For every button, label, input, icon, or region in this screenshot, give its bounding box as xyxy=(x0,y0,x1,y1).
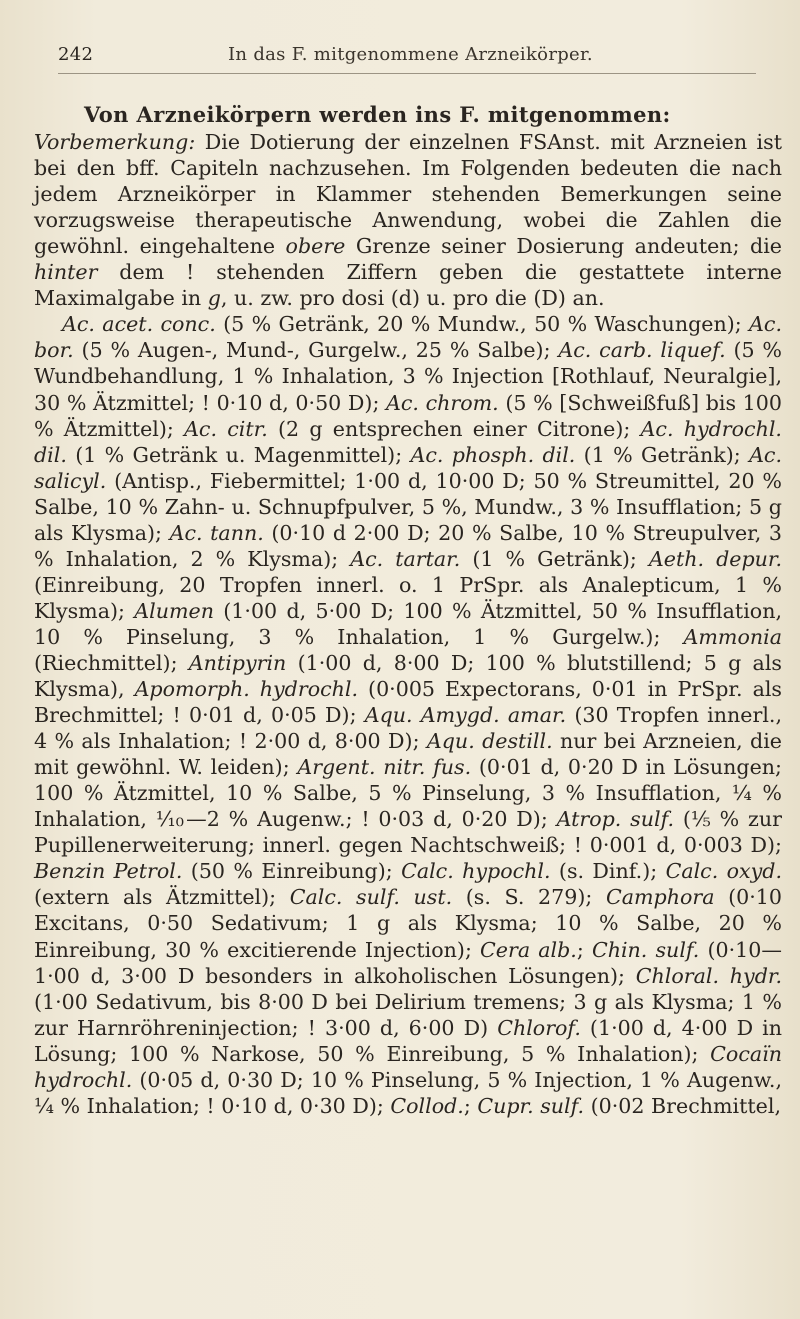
drug-name: Chloral. hydr. xyxy=(635,963,782,988)
section-heading: Von Arzneikörpern werden ins F. mitgenommen: xyxy=(84,102,671,127)
drug-description: (5 % Augen-, Mund-, Gurgelw., 25 % Salbe); xyxy=(73,338,559,363)
drug-description: (0·05 d, 0·30 D; 10 % Pinselung, 5 % Injection, 1 % Augenw., ¼ % Inhalation; ! 0·10 d, 0·30 D); xyxy=(34,1067,782,1118)
drug-description: nur bei Arzneien, die mit gewöhnl. W. leiden); xyxy=(34,729,782,780)
drug-description: (1·00 d, 5·00 D; 100 % Ätzmittel, 50 % Insufflation, 10 % Pinselung, 3 % Inhalation, 1 % Gurgelw.); xyxy=(34,598,782,649)
drug-name: Apomorph. hydrochl. xyxy=(134,677,359,702)
drug-name: Ac. chrom. xyxy=(386,390,499,415)
drug-description: (0·02 Brechmittel, xyxy=(584,1093,781,1118)
drug-description: (0·10 d 2·00 D; 20 % Salbe, 10 % Streupulver, 3 % Inhalation, 2 % Klysma); xyxy=(34,520,782,571)
drug-name: Ac. citr. xyxy=(184,416,268,441)
drug-name: Atrop. sulf. xyxy=(556,807,675,832)
drug-description: (5 % Getränk, 20 % Mundw., 50 % Waschungen); xyxy=(215,312,750,337)
drug-description: (1 % Getränk u. Magenmittel); xyxy=(66,442,411,467)
preliminary-label: Vorbemerkung: xyxy=(34,130,196,155)
drug-description: (5 % Wundbehandlung, 1 % Inhalation, 3 % Injection [Rothlauf, Neuralgie], 30 % Ätzmittel; ! 0·10 d, 0·50 D); xyxy=(34,338,782,415)
hinter-word: hinter xyxy=(34,260,98,285)
drug-description: (Antisp., Fiebermittel; 1·00 d, 10·00 D; 50 % Streumittel, 20 % Salbe, 10 % Zahn- u. Schnupfpulver, 5 %, Mundw., 3 % Insufflation; 5 g als Klysma); xyxy=(34,468,782,545)
obere-word: obere xyxy=(285,234,346,259)
drug-name: Ac. bor. xyxy=(34,312,782,363)
drug-name: Calc. sulf. ust. xyxy=(289,885,453,910)
drug-description: (Einreibung, 20 Tropfen innerl. o. 1 PrSpr. als Analepticum, 1 % Klysma); xyxy=(34,572,782,623)
drug-description: (0·01 d, 0·20 D in Lösungen; 100 % Ätzmittel, 10 % Salbe, 5 % Pinselung, 3 % Insufflation, ¼ % Inhalation, ⅒—2 % Augenw.; ! 0·03 d, 0·20 D); xyxy=(34,755,782,832)
drug-name: Calc. hypochl. xyxy=(401,859,551,884)
drug-name: Camphora xyxy=(605,885,715,910)
drug-name: Antipyrin xyxy=(188,650,287,675)
preliminary-note xyxy=(34,129,782,311)
drug-description: (s. S. 279); xyxy=(452,885,606,910)
page-header xyxy=(58,44,782,65)
drug-name: Ac. hydrochl. dil. xyxy=(34,416,782,467)
drug-name: Collod. xyxy=(390,1093,464,1118)
drug-description: (Riechmittel); xyxy=(34,650,189,675)
preliminary-text: Die Dotierung der einzelnen FSAnst. mit Arzneien ist bei den bff. Capiteln nachzusehen. Im Folgenden bedeuten die nach jedem Arzneikörper in Klammer stehenden Bemerkungen seine vorzugsweise therapeutische Anwendung, wobei die Zahlen die gewöhnl. eingehaltene xyxy=(34,130,782,259)
drug-name: Aeth. depur. xyxy=(648,546,783,571)
drug-description: (1·00 Sedativum, bis 8·00 D bei Delirium tremens; 3 g als Klysma; 1 % zur Harnröhreninjection; ! 3·00 d, 6·00 D) xyxy=(34,989,782,1040)
drug-description: (30 Tropfen innerl., 4 % als Inhalation; ! 2·00 d, 8·00 D); xyxy=(34,703,783,754)
drug-name: Chlorof. xyxy=(497,1015,581,1040)
preliminary-text-3: dem ! stehenden Ziffern geben die gestattete interne Maximalgabe in xyxy=(34,260,782,311)
preliminary-text-2: Grenze seiner Dosierung andeuten; die xyxy=(345,234,782,259)
drug-name: Ac. acet. conc. xyxy=(62,312,216,337)
running-title: In das F. mitgenommene Arzneikörper. xyxy=(228,44,593,65)
main-text xyxy=(34,102,782,1119)
drug-description: (1 % Getränk); xyxy=(575,442,750,467)
drug-name: Calc. oxyd. xyxy=(665,859,783,884)
page-number: 242 xyxy=(58,44,94,65)
drug-name: Cupr. sulf. xyxy=(477,1093,585,1118)
drug-name: Ac. carb. liquef. xyxy=(558,338,726,363)
drug-description: (5 % [Schweißfuß] bis 100 % Ätzmittel); xyxy=(34,390,782,441)
drug-description: (1 % Getränk); xyxy=(460,546,649,571)
drug-description: (1·00 d, 4·00 D in Lösung; 100 % Narkose, 50 % Einreibung, 5 % Inhalation); xyxy=(34,1015,782,1066)
gram-unit: g xyxy=(207,286,221,311)
drug-name: Chin. sulf. xyxy=(591,937,700,962)
drug-name: Ac. phosph. dil. xyxy=(410,442,576,467)
drug-description: ; xyxy=(463,1093,478,1118)
drug-entries-paragraph xyxy=(34,311,782,1118)
drug-description: (0·10 Excitans, 0·50 Sedativum; 1 g als Klysma; 10 % Salbe, 20 % Einreibung, 30 % excitierende Injection); xyxy=(34,885,782,962)
drug-name: Benzin Petrol. xyxy=(34,859,183,884)
drug-description: (0·10—1·00 d, 3·00 D besonders in alkoholischen Lösungen); xyxy=(34,937,782,988)
drug-name: Aqu. destill. xyxy=(426,729,553,754)
drug-name: Cera alb. xyxy=(480,937,577,962)
drug-name: Ac. tann. xyxy=(169,520,264,545)
drug-description: (⅕ % zur Pupillenerweiterung; innerl. gegen Nachtschweiß; ! 0·001 d, 0·003 D); xyxy=(34,807,782,858)
drug-description: (s. Dinf.); xyxy=(550,859,666,884)
drug-description: (1·00 d, 8·00 D; 100 % blutstillend; 5 g als Klysma), xyxy=(34,650,782,702)
preliminary-text-4: , u. zw. pro dosi (d) u. pro die (D) an. xyxy=(220,286,605,311)
drug-description: (50 % Einreibung); xyxy=(182,859,402,884)
drug-name: Ac. salicyl. xyxy=(34,442,783,493)
drug-name: Argent. nitr. fus. xyxy=(297,755,472,780)
drug-description: (0·005 Expectorans, 0·01 in PrSpr. als Brechmittel; ! 0·01 d, 0·05 D); xyxy=(34,677,782,728)
drug-name: Cocaïn hydrochl. xyxy=(34,1041,782,1092)
drug-name: Ammonia xyxy=(683,624,782,649)
drug-name: Alumen xyxy=(134,598,214,623)
drug-name: Ac. tartar. xyxy=(350,546,461,571)
header-divider xyxy=(58,73,756,74)
drug-name: Aqu. Amygd. amar. xyxy=(364,703,567,728)
drug-description: ; xyxy=(576,937,592,962)
drug-description: (2 g entsprechen einer Citrone); xyxy=(267,416,641,441)
drug-description: (extern als Ätzmittel); xyxy=(34,885,290,910)
